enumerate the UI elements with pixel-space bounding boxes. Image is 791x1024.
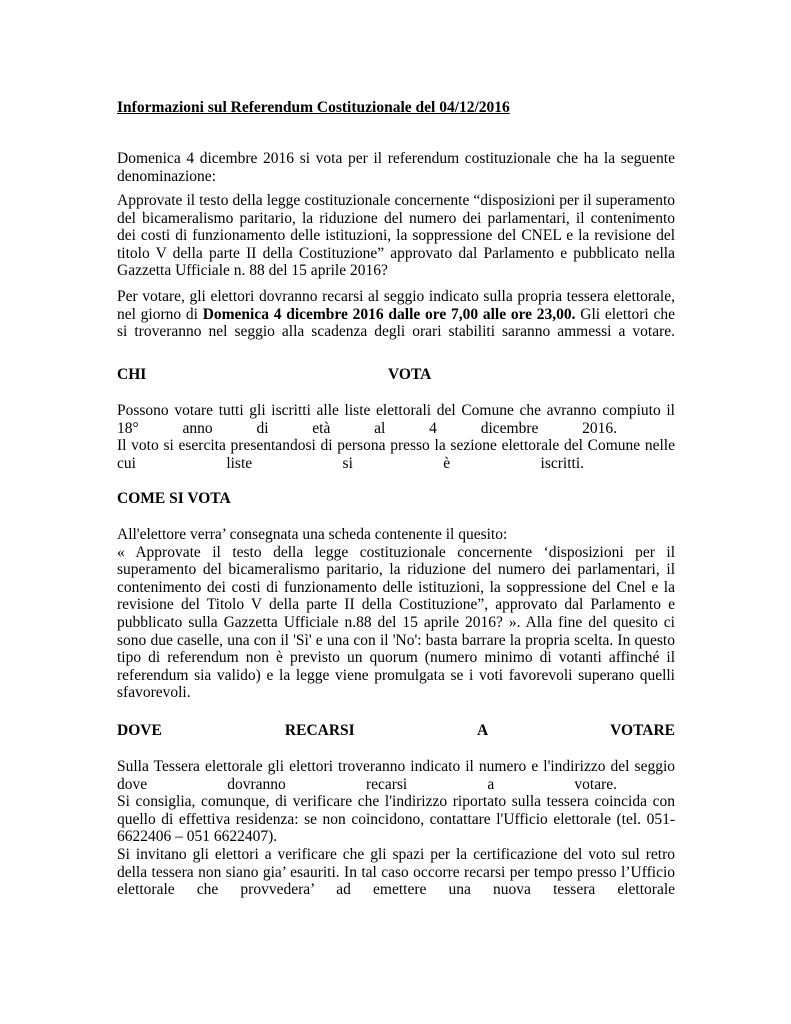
dove-line: Sulla Tessera elettorale gli elettori troveranno indicato il numero e l'indirizzo del seggio (117, 758, 675, 775)
quesito-line: dei costi di funzionamento delle istituzioni, la soppressione del CNEL e la revisione del (117, 227, 675, 245)
come-si-vota-line: superamento del bicameralismo paritario, la riduzione del numero dei parlamentari, il (117, 561, 675, 579)
chi-vota-line: Il voto si esercita presentandosi di persona presso la sezione elettorale del Comune nelle (117, 437, 675, 455)
come-si-vota-line: « Approvate il testo della legge costituzionale concernente ‘disposizioni per il (117, 543, 675, 561)
chi-vota-paragraph (117, 402, 675, 472)
come-si-vota-paragraph (117, 526, 675, 702)
come-si-vota-line: pubblicato sulla Gazzetta Ufficiale n.88 del 15 aprile 2016? ». Alla fine del quesito ci (117, 613, 675, 631)
per-votare-line: si troveranno nel seggio alla scadenza degli orari stabiliti saranno ammessi a votare. (117, 323, 675, 341)
dove-line: elettorale che provvedera’ ad emettere una nuova tessera elettorale (117, 881, 676, 899)
come-si-vota-line: All'elettore verra’ consegnata una scheda contenente il quesito: (117, 526, 508, 543)
chi-vota-line: 18° anno di età al 4 dicembre 2016. (117, 419, 618, 437)
chi-vota-heading: CHI VOTA (117, 366, 432, 383)
intro-line: denominazione: (117, 167, 216, 185)
come-si-vota-line: tipo di referendum non è previsto un quorum (numero minimo di votanti affinché il (117, 649, 675, 667)
come-si-vota-line: sono due caselle, una con il 'Sì' e una con il 'No': basta barrare la propria scelta. In questo (117, 631, 675, 649)
quesito-line: Gazzetta Ufficiale n. 88 del 15 aprile 2016? (117, 262, 388, 280)
dove-line: Si invitano gli elettori a verificare che gli spazi per la certificazione del voto sul retro (117, 845, 675, 863)
dove-line: quello di effettiva residenza: se non coincidono, contattare l'Ufficio elettorale (tel. 051- (117, 810, 675, 828)
dove-line: della tessera non siano gia’ esauriti. In tal caso occorre recarsi per tempo presso l’Ufficio (117, 863, 675, 881)
intro-paragraph (117, 150, 675, 185)
document-title: Informazioni sul Referendum Costituzionale del 04/12/2016 (117, 99, 510, 116)
per-votare-paragraph (117, 288, 675, 341)
voting-date-highlight: Domenica 4 dicembre 2016 dalle ore 7,00 alle ore 23,00. (202, 305, 576, 323)
come-si-vota-line: sfavorevoli. (117, 684, 191, 702)
quesito-line: Approvate il testo della legge costituzionale concernente “disposizioni per il superamento (117, 192, 675, 209)
come-si-vota-line: revisione del Titolo V della parte II della Costituzione”, approvato dal Parlamento e (117, 596, 675, 614)
chi-vota-line: cui liste si è iscritti. (117, 454, 584, 472)
dove-line: 6622406 – 051 6622407). (117, 828, 278, 846)
dove-line: dove dovranno recarsi a votare. (117, 775, 617, 793)
quesito-line: titolo V della parte II della Costituzione” approvato dal Parlamento e pubblicato nella (117, 244, 675, 262)
quesito-line: del bicameralismo paritario, la riduzione del numero dei parlamentari, il contenimento (117, 209, 675, 227)
quesito-paragraph (117, 192, 675, 280)
dove-recarsi-heading: DOVE RECARSI A VOTARE (117, 722, 675, 739)
chi-vota-line: Possono votare tutti gli iscritti alle liste elettorali del Comune che avranno compiuto il (117, 402, 675, 419)
dove-line: Si consiglia, comunque, di verificare che l'indirizzo riportato sulla tessera coincida con (117, 793, 675, 811)
come-si-vota-line: referendum sia valido) e la legge viene promulgata se i voti favorevoli superano quelli (117, 666, 675, 684)
per-votare-line: nel giorno di Domenica 4 dicembre 2016 dalle ore 7,00 alle ore 23,00. Gli elettori che (117, 305, 675, 323)
intro-line: Domenica 4 dicembre 2016 si vota per il referendum costituzionale che ha la seguente (117, 150, 675, 167)
dove-recarsi-paragraph (117, 758, 675, 899)
per-votare-line: Per votare, gli elettori dovranno recarsi al seggio indicato sulla propria tessera elettorale, (117, 288, 675, 305)
come-si-vota-line: contenimento dei costi di funzionamento delle istituzioni, la soppressione del Cnel e la (117, 578, 675, 596)
come-si-vota-heading: COME SI VOTA (117, 490, 231, 507)
